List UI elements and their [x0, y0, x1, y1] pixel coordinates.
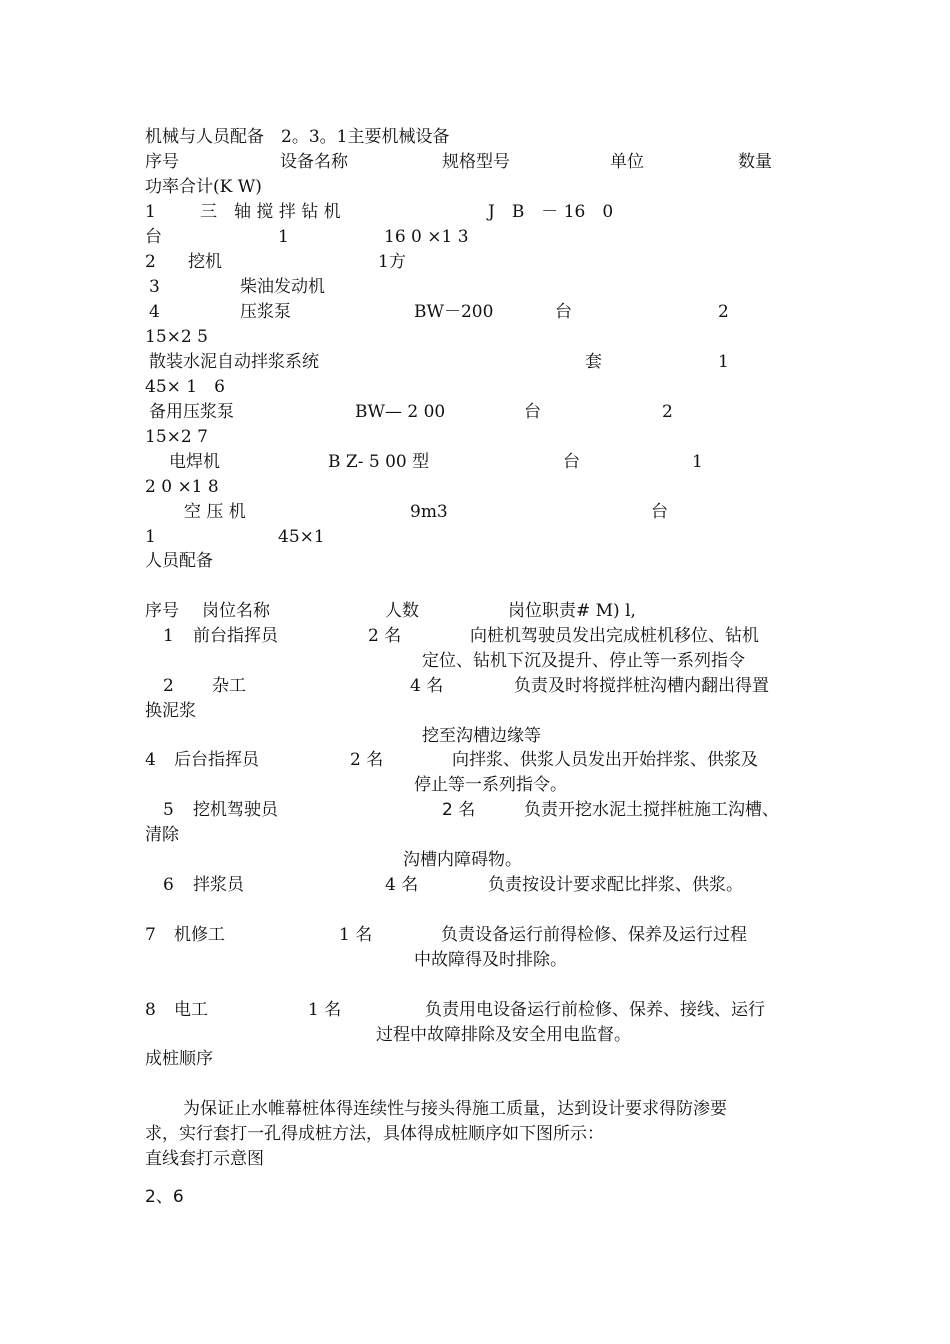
personnel-row-duty: 负责用电设备运行前检修、保养、接线、运行 — [425, 1000, 765, 1020]
equip-row-unit: 台 — [651, 502, 668, 522]
equip-row-spec: J B － 16 0 — [488, 202, 614, 222]
equip-row-name: 压浆泵 — [240, 302, 291, 322]
equip-row-qty: 2 — [718, 302, 729, 322]
personnel-row-count: 1 名 — [308, 1000, 342, 1020]
personnel-header-role: 岗位名称 — [202, 601, 270, 621]
section-number: 2、6 — [145, 1187, 184, 1207]
personnel-title: 人员配备 — [145, 551, 213, 571]
personnel-row-role: 杂工 — [212, 676, 246, 696]
personnel-row-duty: 沟槽内障碍物。 — [403, 850, 522, 870]
equip-row-name: 备用压浆泵 — [149, 402, 234, 422]
personnel-row-count: 2 名 — [368, 626, 402, 646]
col-header-unit: 单位 — [610, 152, 644, 172]
sequence-title: 成桩顺序 — [145, 1049, 213, 1069]
personnel-row-count: 2 名 — [442, 800, 476, 820]
equip-row-no: 3 — [149, 277, 160, 297]
equip-row-spec: 9m3 — [410, 502, 448, 522]
personnel-row-role: 机修工 — [174, 925, 225, 945]
equip-row-power: 15×2 7 — [145, 427, 208, 447]
personnel-row-no: 5 — [163, 800, 174, 820]
equip-row-power: 45× 1 6 — [145, 377, 225, 397]
equip-row-name: 电焊机 — [169, 452, 220, 472]
personnel-row-count: 1 名 — [339, 925, 373, 945]
personnel-row-duty: 定位、钻机下沉及提升、停止等一系列指令 — [422, 651, 745, 671]
equip-row-name: 散装水泥自动拌浆系统 — [149, 352, 319, 372]
personnel-row-duty: 挖至沟槽边缘等 — [422, 726, 541, 746]
equip-row-qty: 1 — [718, 352, 729, 372]
equip-row-name: 三 轴 搅 拌 钻 机 — [200, 202, 341, 222]
personnel-row-duty: 负责及时将搅拌桩沟槽内翻出得置 — [514, 676, 769, 696]
equip-row-no: 1 — [145, 202, 156, 222]
personnel-row-duty: 负责按设计要求配比拌浆、供浆。 — [488, 875, 743, 895]
personnel-row-role: 前台指挥员 — [193, 626, 278, 646]
col-header-power: 功率合计(K W) — [145, 177, 262, 197]
equip-row-unit: 套 — [585, 352, 602, 372]
equip-row-spec: B Z- 5 00 型 — [328, 452, 430, 472]
personnel-header-duty: 岗位职责# M) l, — [508, 601, 636, 621]
equip-row-name: 柴油发动机 — [240, 277, 325, 297]
equip-row-power: 16 0 ×1 3 — [384, 227, 469, 247]
personnel-row-no: 7 — [145, 925, 156, 945]
personnel-row-duty: 负责开挖水泥土搅拌桩施工沟槽、 — [524, 800, 779, 820]
equip-row-spec: 1方 — [378, 252, 406, 272]
personnel-row-duty: 过程中故障排除及安全用电监督。 — [376, 1025, 631, 1045]
personnel-header-count: 人数 — [385, 601, 419, 621]
personnel-row-no: 2 — [163, 676, 174, 696]
personnel-row-count: 4 名 — [410, 676, 444, 696]
figure-caption: 直线套打示意图 — [145, 1149, 264, 1169]
personnel-row-no: 1 — [163, 626, 174, 646]
personnel-row-role: 挖机驾驶员 — [193, 800, 278, 820]
sequence-paragraph: 为保证止水帷幕桩体得连续性与接头得施工质量，达到设计要求得防渗要 — [183, 1099, 727, 1119]
personnel-header-no: 序号 — [145, 601, 179, 621]
equip-row-unit: 台 — [524, 402, 541, 422]
equip-row-name: 挖机 — [188, 252, 222, 272]
equip-row-unit: 台 — [555, 302, 572, 322]
equip-row-qty: 1 — [145, 527, 156, 547]
col-header-spec: 规格型号 — [442, 152, 510, 172]
equip-row-unit: 台 — [145, 227, 162, 247]
personnel-row-role: 后台指挥员 — [174, 750, 259, 770]
personnel-row-role: 拌浆员 — [193, 875, 244, 895]
personnel-row-duty: 停止等一系列指令。 — [414, 775, 567, 795]
personnel-row-count: 4 名 — [385, 875, 419, 895]
personnel-row-duty: 中故障得及时排除。 — [414, 950, 567, 970]
sequence-paragraph: 求，实行套打一孔得成桩方法，具体得成桩顺序如下图所示： — [145, 1124, 604, 1144]
col-header-name: 设备名称 — [280, 152, 348, 172]
section-heading: 机械与人员配备 2。3。1主要机械设备 — [145, 127, 450, 147]
equip-row-qty: 2 — [662, 402, 673, 422]
equip-row-no: 2 — [145, 252, 156, 272]
equip-row-spec: BW— 2 00 — [355, 402, 446, 422]
personnel-row-no: 6 — [163, 875, 174, 895]
col-header-no: 序号 — [145, 152, 179, 172]
personnel-row-no: 4 — [145, 750, 156, 770]
personnel-row-duty: 向拌浆、供浆人员发出开始拌浆、供浆及 — [452, 750, 758, 770]
equip-row-power: 15×2 5 — [145, 327, 208, 347]
personnel-row-duty: 换泥浆 — [145, 701, 196, 721]
col-header-qty: 数量 — [738, 152, 772, 172]
personnel-row-no: 8 — [145, 1000, 156, 1020]
equip-row-qty: 1 — [278, 227, 289, 247]
equip-row-power: 2 0 ×1 8 — [145, 477, 219, 497]
equip-row-spec: BW－200 — [414, 302, 494, 322]
personnel-row-duty: 负责设备运行前得检修、保养及运行过程 — [441, 925, 747, 945]
equip-row-unit: 台 — [563, 452, 580, 472]
equip-row-power: 45×1 — [278, 527, 325, 547]
personnel-row-duty: 向桩机驾驶员发出完成桩机移位、钻机 — [470, 626, 759, 646]
personnel-row-role: 电工 — [174, 1000, 208, 1020]
equip-row-qty: 1 — [692, 452, 703, 472]
equip-row-no: 4 — [149, 302, 160, 322]
personnel-row-count: 2 名 — [350, 750, 384, 770]
equip-row-name: 空 压 机 — [184, 502, 246, 522]
personnel-row-duty: 清除 — [145, 825, 179, 845]
